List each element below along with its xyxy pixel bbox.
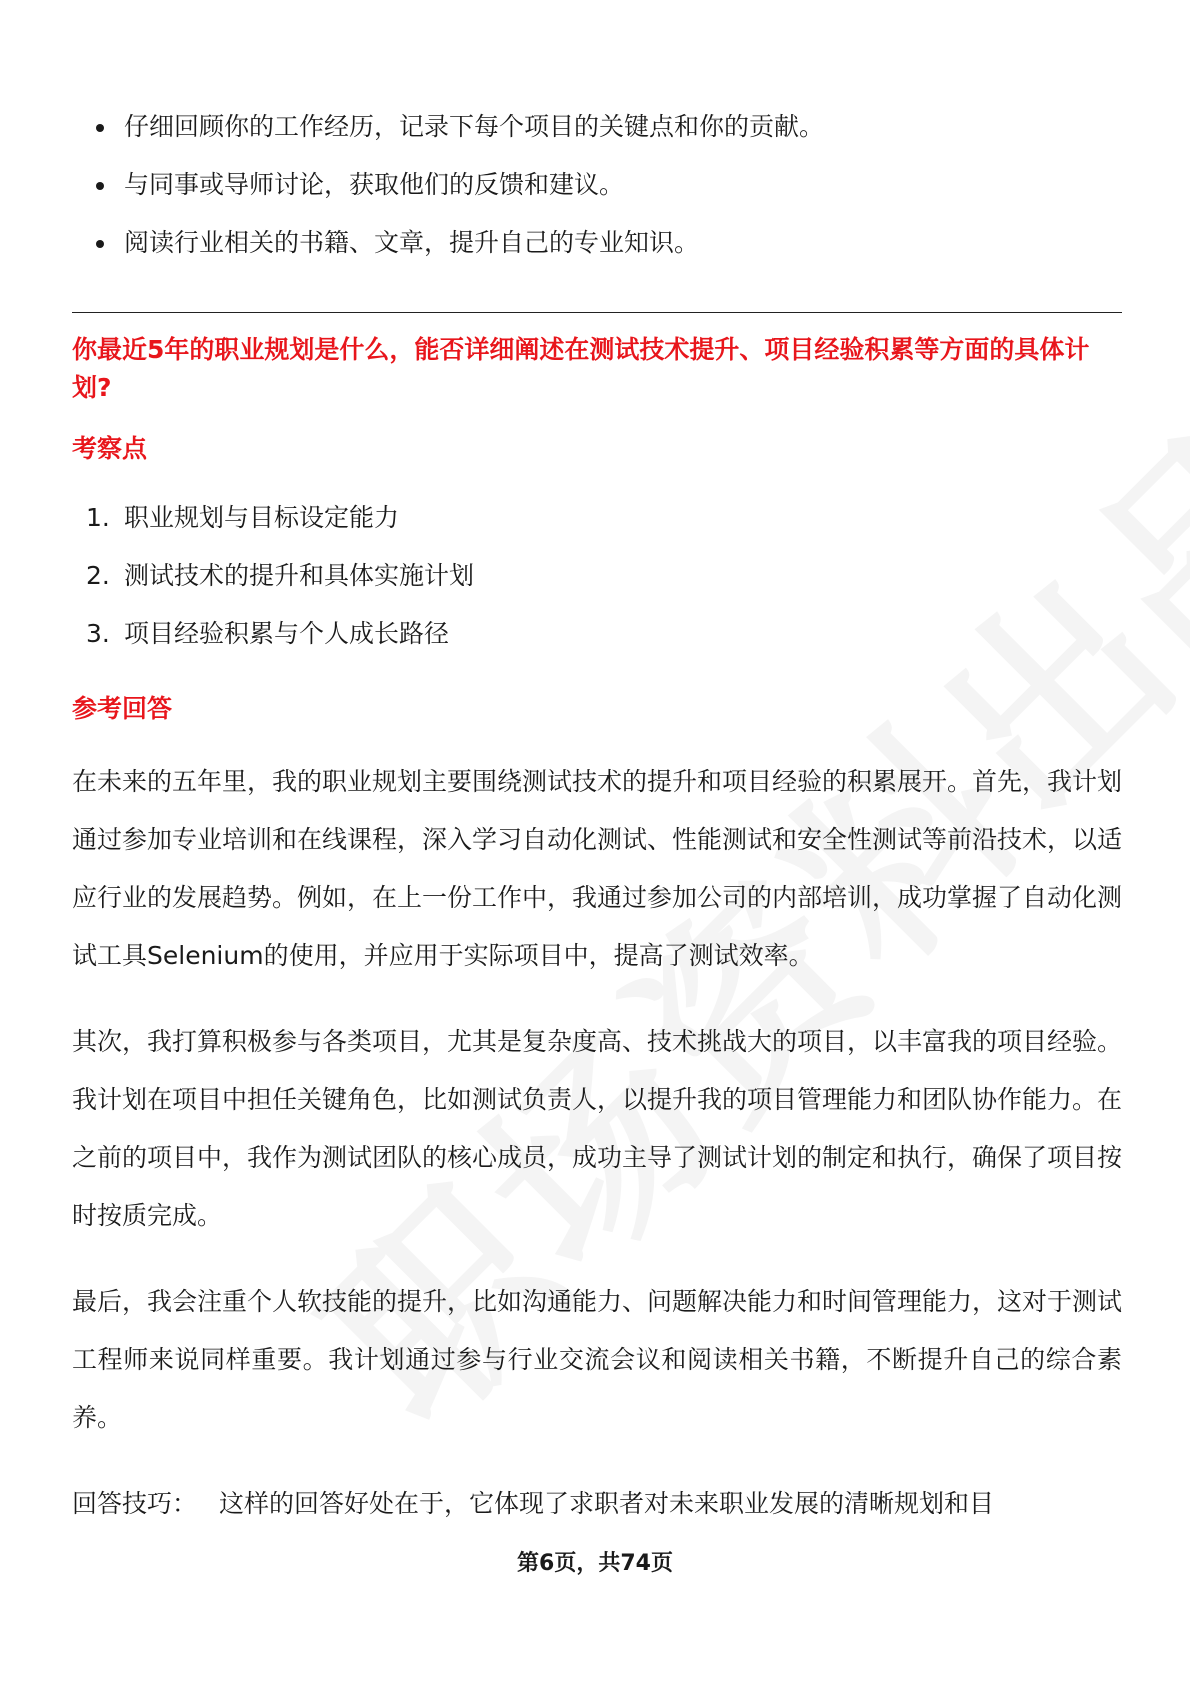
item-text: 项目经验积累与个人成长路径 [124, 619, 450, 648]
bullet-text: 阅读行业相关的书籍、文章，提升自己的专业知识。 [124, 228, 700, 257]
bullet-icon [96, 182, 104, 190]
bullet-text: 仔细回顾你的工作经历，记录下每个项目的关键点和你的贡献。 [124, 112, 825, 141]
list-item [72, 605, 1122, 663]
bullet-text: 与同事或导师讨论，获取他们的反馈和建议。 [124, 170, 625, 199]
list-item [72, 547, 1122, 605]
list-item [72, 214, 1122, 272]
bullet-icon [96, 124, 104, 132]
list-item [72, 489, 1122, 547]
answer-paragraph: 其次，我打算积极参与各类项目，尤其是复杂度高、技术挑战大的项目，以丰富我的项目经验。我计划在项目中担任关键角色，比如测试负责人，以提升我的项目管理能力和团队协作能力。在之前的项目中，我作为测试团队的核心成员，成功主导了测试计划的制定和执行，确保了项目按时按质完成。 [72, 1027, 1123, 1230]
item-number: 3. [86, 619, 110, 648]
answer-tip [72, 1475, 1122, 1533]
item-text: 职业规划与目标设定能力 [124, 503, 400, 532]
examine-points-list [72, 489, 1122, 663]
bullet-icon [96, 240, 104, 248]
question-title: 你最近5年的职业规划是什么，能否详细阐述在测试技术提升、项目经验积累等方面的具体计划? [72, 335, 1090, 402]
page-number: 第6页，共74页 [517, 1551, 673, 1576]
item-text: 测试技术的提升和具体实施计划 [124, 561, 475, 590]
tips-bullet-list [72, 98, 1122, 272]
tip-label: 回答技巧： [72, 1489, 198, 1518]
list-item [72, 156, 1122, 214]
answer-paragraph: 在未来的五年里，我的职业规划主要围绕测试技术的提升和项目经验的积累展开。首先，我计划通过参加专业培训和在线课程，深入学习自动化测试、性能测试和安全性测试等前沿技术，以适应行业的发展趋势。例如，在上一份工作中，我通过参加公司的内部培训，成功掌握了自动化测试工具Selenium的使用，并应用于实际项目中，提高了测试效率。 [72, 767, 1123, 970]
list-item [72, 98, 1122, 156]
examine-points-heading: 考察点 [72, 434, 148, 463]
answer-paragraph: 最后，我会注重个人软技能的提升，比如沟通能力、问题解决能力和时间管理能力，这对于测试工程师来说同样重要。我计划通过参与行业交流会议和阅读相关书籍，不断提升自己的综合素养。 [72, 1287, 1123, 1432]
reference-answer-heading: 参考回答 [72, 694, 173, 723]
item-number: 2. [86, 561, 110, 590]
page-content [72, 98, 1122, 1533]
tip-text: 这样的回答好处在于，它体现了求职者对未来职业发展的清晰规划和目 [219, 1489, 995, 1518]
section-divider [72, 312, 1122, 313]
item-number: 1. [86, 503, 110, 532]
